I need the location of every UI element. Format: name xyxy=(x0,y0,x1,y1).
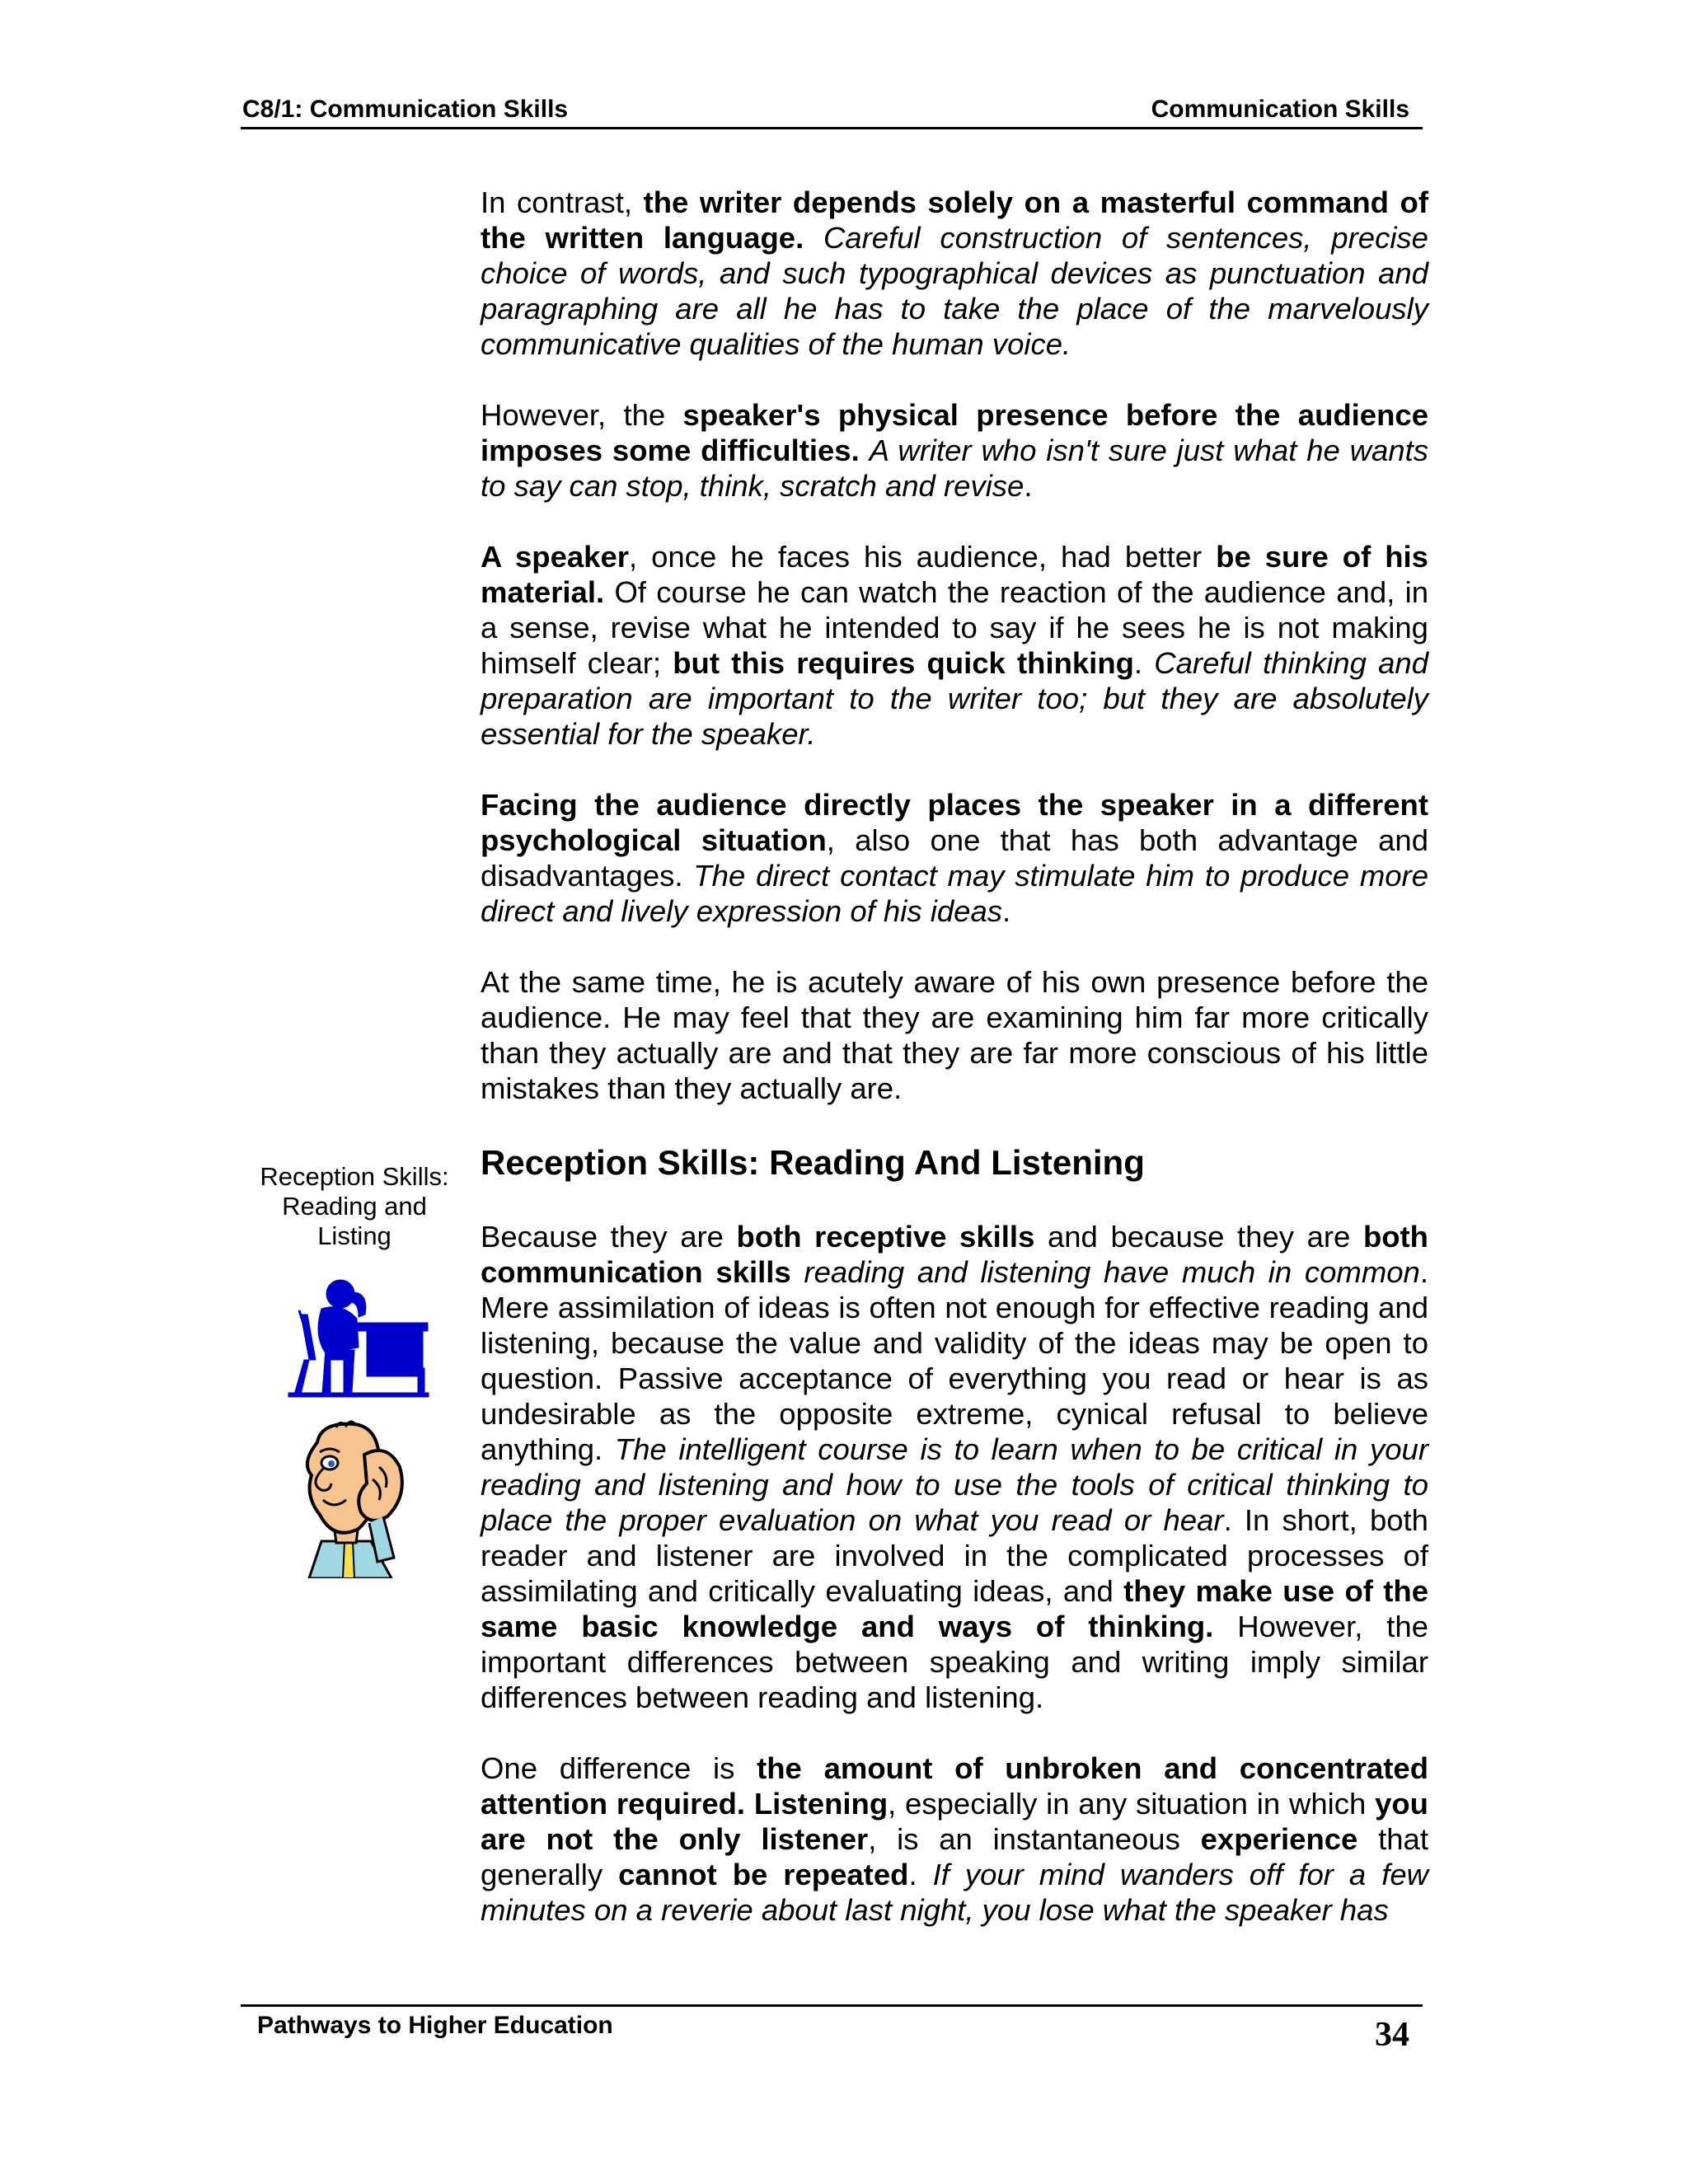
footer-publication: Pathways to Higher Education xyxy=(257,2012,613,2039)
emphasis-bold: A speaker xyxy=(481,540,629,574)
emphasis-bold: be sure of his material. xyxy=(481,540,1428,609)
page-footer xyxy=(241,2004,1423,2056)
emphasis-italic: The direct contact may stimulate him to produce more direct and lively expression of his ideas xyxy=(481,859,1428,928)
text-run: that generally xyxy=(481,1822,1428,1891)
paragraph-psychological-situation xyxy=(481,787,1428,929)
emphasis-bold: they make use of the same basic knowledge and ways of thinking. xyxy=(481,1574,1428,1643)
text-run: . xyxy=(1133,646,1155,680)
text-run: Of course he can watch the reaction of the audience and, in a sense, revise what he intended to say if he sees he is not making himself clear; xyxy=(481,575,1428,680)
text-run: However, the important differences between speaking and writing imply similar differences between reading and listening. xyxy=(481,1610,1428,1714)
paragraph-writer-language xyxy=(481,185,1428,362)
main-content xyxy=(481,185,1428,1963)
section-heading: Reception Skills: Reading And Listening xyxy=(481,1143,1145,1182)
emphasis-bold: Listening xyxy=(753,1787,889,1821)
text-run: However, the xyxy=(481,398,683,432)
text-run: . xyxy=(1024,469,1033,503)
emphasis-bold: you are not the only listener xyxy=(481,1787,1428,1856)
text-run: . In short, both reader and listener are involved in the complicated processes of assimilating and critically evaluating ideas, and xyxy=(481,1503,1428,1608)
page-header xyxy=(241,94,1423,129)
text-run xyxy=(791,1255,804,1289)
margin-note-line: Reading and xyxy=(282,1192,427,1221)
text-run: In contrast, xyxy=(481,185,644,219)
emphasis-bold: both communication skills xyxy=(481,1220,1428,1289)
text-run: Because they are xyxy=(481,1220,737,1254)
header-section-title: Communication Skills xyxy=(1151,96,1409,123)
margin-note xyxy=(247,1162,462,1251)
emphasis-bold: cannot be repeated xyxy=(618,1858,909,1891)
text-run: One difference is xyxy=(481,1751,757,1785)
emphasis-bold: both receptive skills xyxy=(736,1220,1035,1254)
emphasis-italic: A writer who isn't sure just what he wants to say can stop, think, scratch and revise xyxy=(481,434,1428,503)
emphasis-italic: reading and listening have much in common xyxy=(804,1255,1420,1289)
text-run: and because they are xyxy=(1034,1220,1363,1254)
text-run: , once he faces his audience, had better xyxy=(628,540,1217,574)
margin-note-line: Listing xyxy=(317,1221,392,1250)
text-run: At the same time, he is acutely aware of his own presence before the audience. He may feel that they are examining him far more critically than they actually are and that they are far more conscious of his little mistakes than they actually are. xyxy=(481,965,1428,1105)
emphasis-italic: If your mind wanders off for a few minutes on a reverie about last night, you lose what the speaker has xyxy=(481,1858,1429,1927)
emphasis-bold: Facing the audience directly places the speaker in a different psychological situation xyxy=(481,788,1428,857)
text-run xyxy=(804,221,823,255)
page-number: 34 xyxy=(1375,2016,1409,2054)
text-run: , especially in any situation in which xyxy=(888,1787,1376,1821)
reader-at-desk-clipart xyxy=(276,1277,433,1401)
emphasis-bold: experience xyxy=(1200,1822,1358,1856)
emphasis-italic: Careful thinking and preparation are important to the writer too; but they are absolutely essential for the speaker. xyxy=(481,646,1428,751)
text-run: , is an instantaneous xyxy=(868,1822,1201,1856)
emphasis-bold: the amount of unbroken and concentrated attention required. xyxy=(481,1751,1428,1821)
emphasis-italic: Careful construction of sentences, precise choice of words, and such typographical devices as punctuation and paragraphing are all he has to take the place of the marvelously communicative qualities of the human voice. xyxy=(481,221,1428,361)
text-run: . Mere assimilation of ideas is often not enough for effective reading and listening, because the value and validity of the ideas may be open to question. Passive acceptance of everything you read or hear is as undesirable as the opposite extreme, cynical refusal to believe anything. xyxy=(481,1255,1428,1466)
header-course-code: C8/1: Communication Skills xyxy=(242,96,569,123)
paragraph-speaker-presence xyxy=(481,397,1428,504)
text-run: . xyxy=(1002,894,1011,928)
text-run xyxy=(745,1787,754,1821)
text-run: . xyxy=(908,1858,933,1891)
emphasis-italic: The intelligent course is to learn when to be critical in your reading and listening and how to use the tools of critical thinking to place the proper evaluation on what you read or hear xyxy=(481,1432,1429,1537)
paragraph-receptive-skills xyxy=(481,1219,1428,1715)
listening-man-clipart xyxy=(288,1418,412,1578)
paragraph-self-awareness xyxy=(481,964,1428,1106)
paragraph-attention-difference xyxy=(481,1750,1428,1928)
text-run: , also one that has both advantage and disadvantages. xyxy=(481,823,1429,893)
emphasis-bold: speaker's physical presence before the audience imposes some difficulties. xyxy=(481,398,1428,467)
emphasis-bold: but this requires quick thinking xyxy=(673,646,1134,680)
margin-note-line: Reception Skills: xyxy=(260,1162,449,1191)
emphasis-bold: the writer depends solely on a masterful command of the written language. xyxy=(481,185,1428,255)
paragraph-speaker-material xyxy=(481,539,1428,752)
text-run xyxy=(860,434,870,467)
